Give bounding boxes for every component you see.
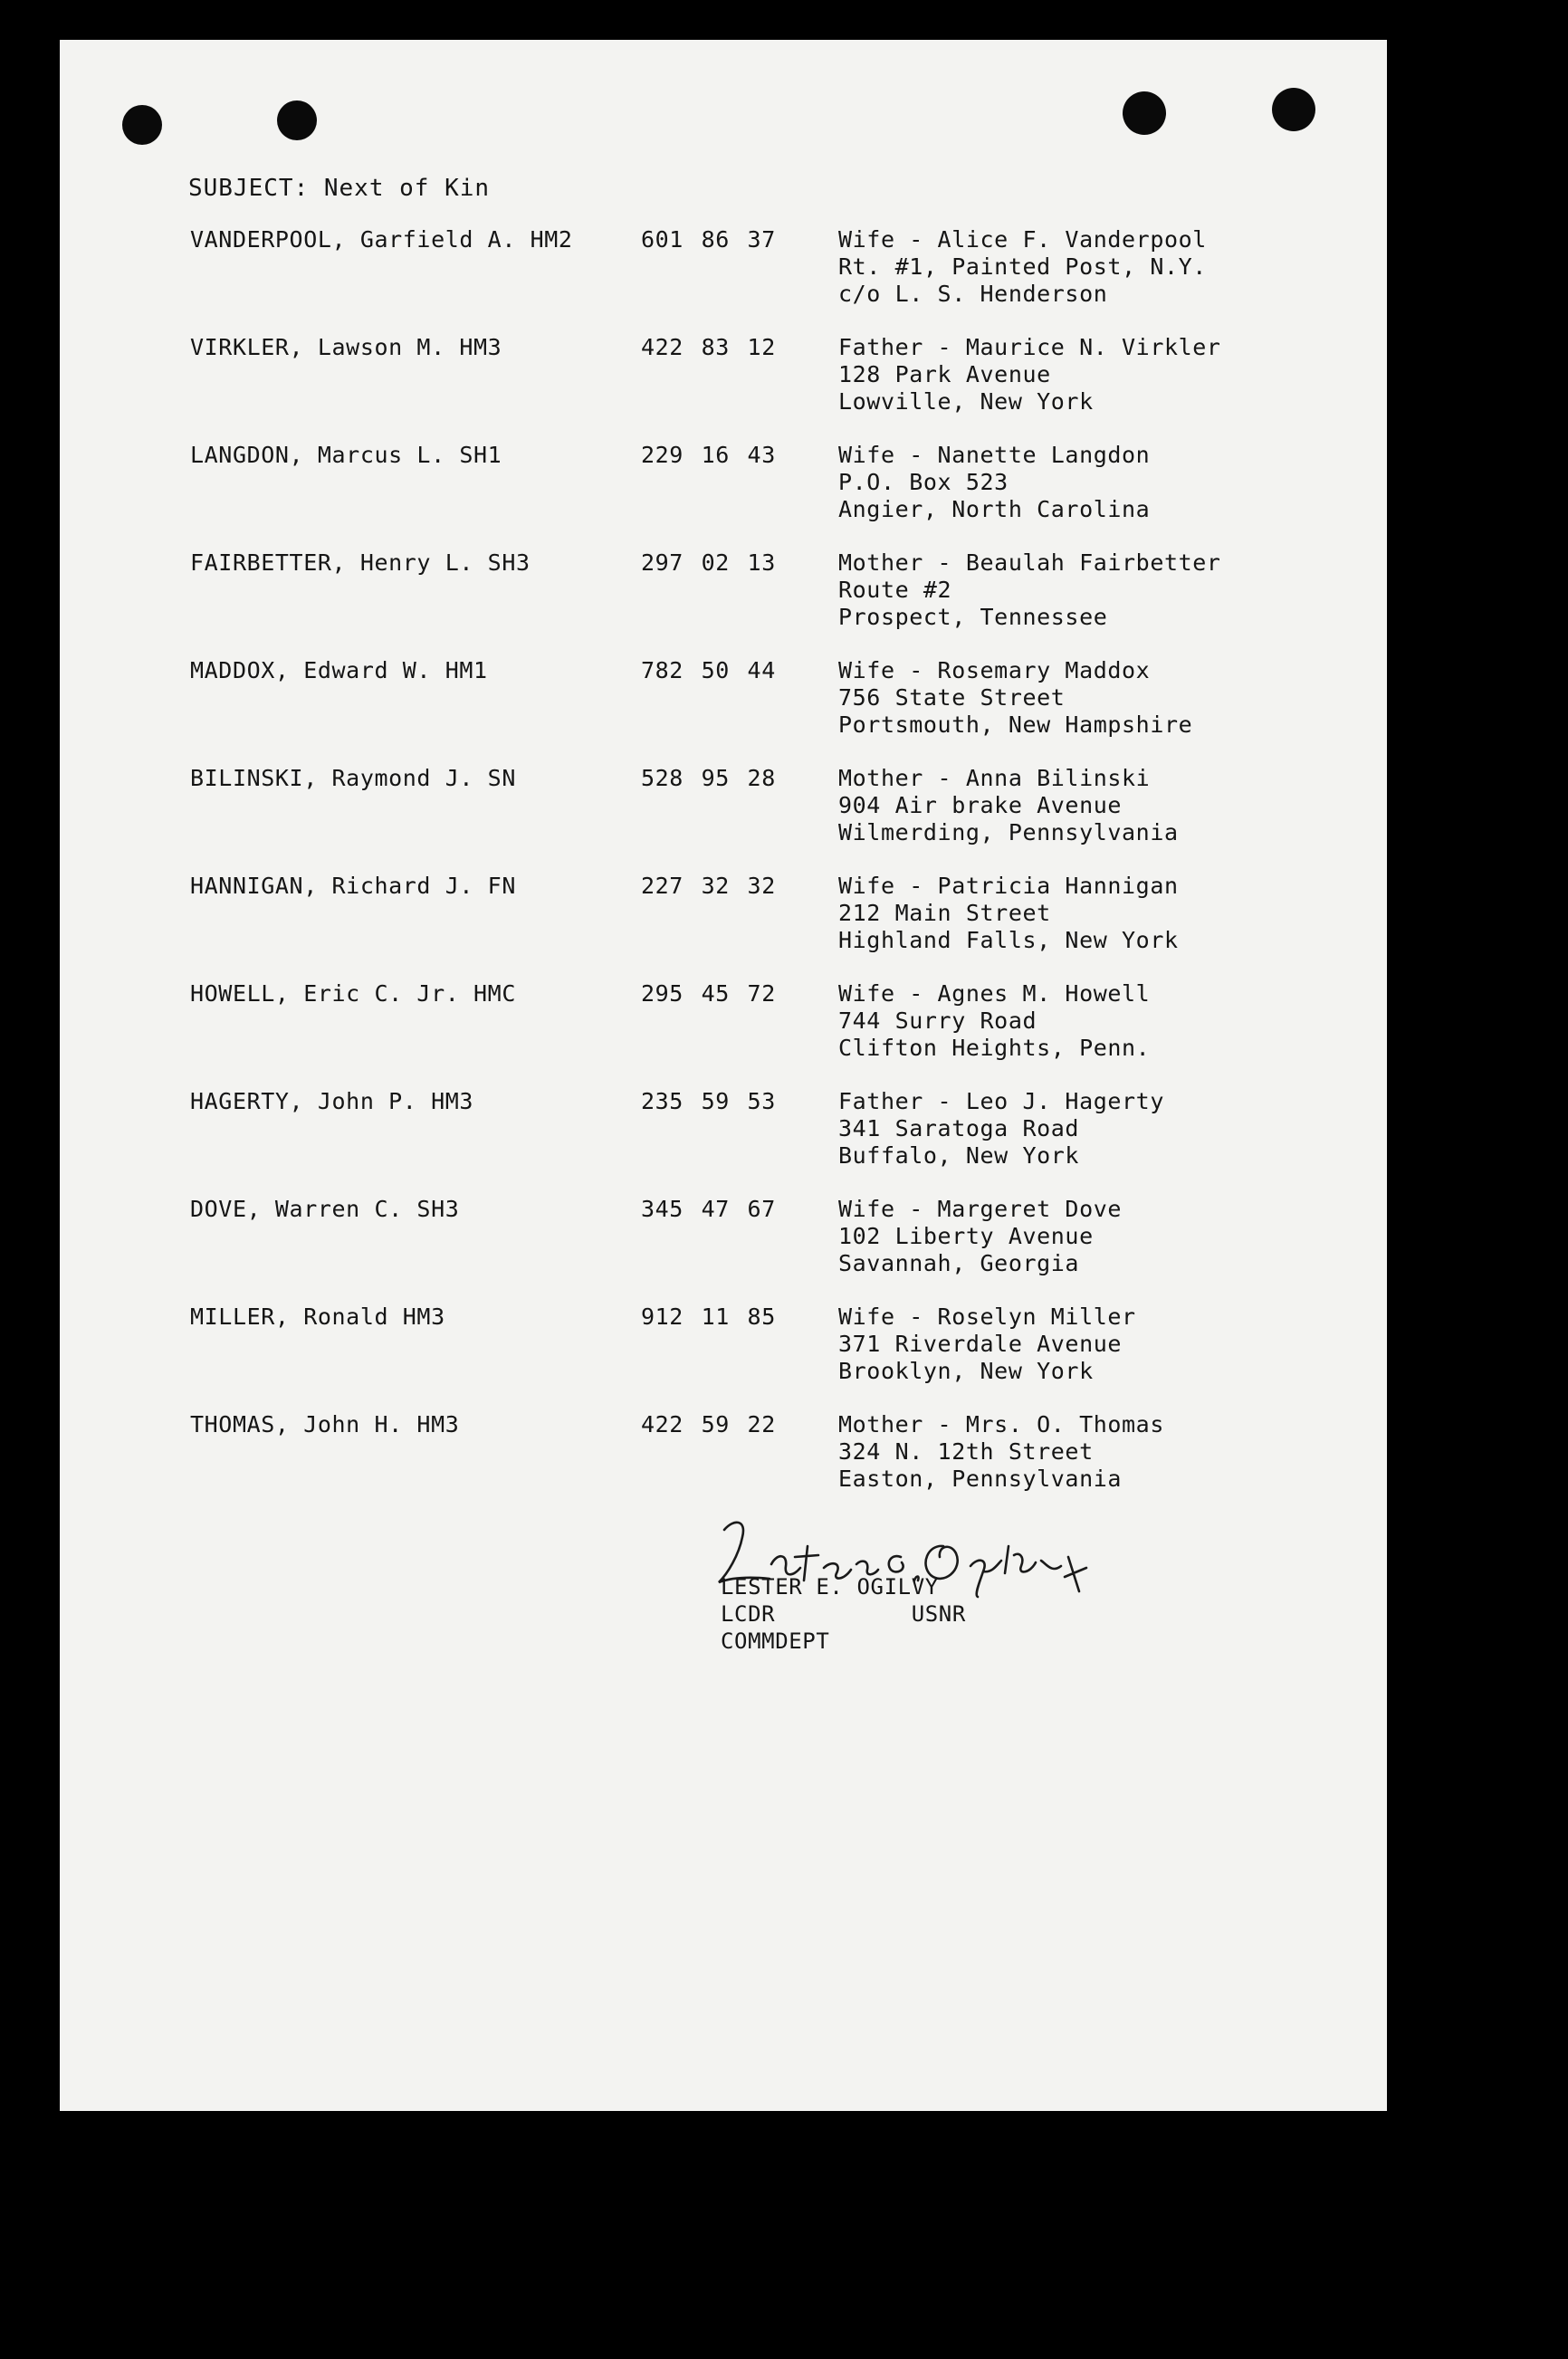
officer-department: COMMDEPT [721, 1628, 830, 1654]
sailor-name-rate: HAGERTY, John P. HM3 [190, 1088, 474, 1114]
address-line: Savannah, Georgia [838, 1250, 1080, 1276]
address-line: Highland Falls, New York [838, 927, 1179, 953]
address-line: 371 Riverdale Avenue [838, 1331, 1123, 1357]
kin-entry [0, 1196, 1568, 1295]
service-number: 227 32 32 [641, 873, 776, 899]
next-of-kin-address [838, 873, 1179, 954]
next-of-kin-address [838, 549, 1221, 631]
address-line: Father - Maurice N. Virkler [838, 334, 1221, 360]
sailor-name-rate: FAIRBETTER, Henry L. SH3 [190, 549, 531, 576]
address-line: Route #2 [838, 577, 952, 603]
service-number: 235 59 53 [641, 1088, 776, 1114]
address-line: Mother - Anna Bilinski [838, 765, 1151, 791]
next-of-kin-address [838, 1304, 1136, 1385]
sailor-name-rate: VIRKLER, Lawson M. HM3 [190, 334, 502, 360]
kin-entry [0, 334, 1568, 434]
address-line: Father - Leo J. Hagerty [838, 1088, 1164, 1114]
sailor-name-rate: DOVE, Warren C. SH3 [190, 1196, 460, 1222]
address-line: P.O. Box 523 [838, 469, 1009, 495]
kin-entry [0, 1304, 1568, 1403]
address-line: Wife - Margeret Dove [838, 1196, 1123, 1222]
address-line: 212 Main Street [838, 900, 1051, 926]
sailor-name-rate: THOMAS, John H. HM3 [190, 1411, 460, 1437]
kin-entry [0, 226, 1568, 326]
address-line: Angier, North Carolina [838, 496, 1151, 522]
next-of-kin-address [838, 657, 1192, 739]
address-line: Wife - Alice F. Vanderpool [838, 226, 1207, 253]
address-line: Wife - Roselyn Miller [838, 1304, 1136, 1330]
address-line: c/o L. S. Henderson [838, 281, 1108, 307]
address-line: 324 N. 12th Street [838, 1438, 1094, 1465]
address-line: Buffalo, New York [838, 1142, 1080, 1169]
officer-rank: LCDR USNR [721, 1601, 966, 1627]
punch-hole [277, 100, 317, 140]
next-of-kin-address [838, 765, 1179, 846]
next-of-kin-address [838, 442, 1150, 523]
kin-entry [0, 765, 1568, 864]
next-of-kin-address [838, 226, 1207, 308]
service-number: 345 47 67 [641, 1196, 776, 1222]
address-line: 756 State Street [838, 684, 1066, 711]
address-line: Easton, Pennsylvania [838, 1466, 1123, 1492]
service-number: 295 45 72 [641, 980, 776, 1007]
address-line: Rt. #1, Painted Post, N.Y. [838, 253, 1207, 280]
address-line: Clifton Heights, Penn. [838, 1035, 1151, 1061]
kin-entry [0, 1411, 1568, 1511]
next-of-kin-address [838, 1411, 1164, 1493]
address-line: Wilmerding, Pennsylvania [838, 819, 1179, 845]
address-line: 341 Saratoga Road [838, 1115, 1080, 1141]
service-number: 528 95 28 [641, 765, 776, 791]
service-number: 422 59 22 [641, 1411, 776, 1437]
service-number: 912 11 85 [641, 1304, 776, 1330]
sailor-name-rate: VANDERPOOL, Garfield A. HM2 [190, 226, 573, 253]
address-line: Brooklyn, New York [838, 1358, 1094, 1384]
address-line: Mother - Mrs. O. Thomas [838, 1411, 1164, 1437]
address-line: 102 Liberty Avenue [838, 1223, 1094, 1249]
service-number: 782 50 44 [641, 657, 776, 683]
address-line: 128 Park Avenue [838, 361, 1051, 387]
punch-hole [1272, 88, 1315, 131]
address-line: Wife - Agnes M. Howell [838, 980, 1151, 1007]
officer-block [721, 1573, 966, 1655]
address-line: 744 Surry Road [838, 1008, 1037, 1034]
sailor-name-rate: BILINSKI, Raymond J. SN [190, 765, 516, 791]
next-of-kin-address [838, 1088, 1164, 1170]
next-of-kin-address [838, 334, 1221, 415]
kin-entry [0, 980, 1568, 1080]
sailor-name-rate: MILLER, Ronald HM3 [190, 1304, 445, 1330]
kin-entry [0, 1088, 1568, 1188]
address-line: Prospect, Tennessee [838, 604, 1108, 630]
punch-hole [1123, 91, 1166, 135]
kin-entry [0, 657, 1568, 757]
address-line: Lowville, New York [838, 388, 1094, 415]
address-line: Wife - Nanette Langdon [838, 442, 1151, 468]
address-line: Mother - Beaulah Fairbetter [838, 549, 1221, 576]
sailor-name-rate: LANGDON, Marcus L. SH1 [190, 442, 502, 468]
address-line: Wife - Patricia Hannigan [838, 873, 1179, 899]
service-number: 422 83 12 [641, 334, 776, 360]
service-number: 601 86 37 [641, 226, 776, 253]
service-number: 229 16 43 [641, 442, 776, 468]
sailor-name-rate: MADDOX, Edward W. HM1 [190, 657, 488, 683]
sailor-name-rate: HOWELL, Eric C. Jr. HMC [190, 980, 516, 1007]
kin-entry [0, 442, 1568, 541]
sailor-name-rate: HANNIGAN, Richard J. FN [190, 873, 516, 899]
kin-entry [0, 549, 1568, 649]
kin-entry [0, 873, 1568, 972]
next-of-kin-address [838, 980, 1150, 1062]
subject-line: SUBJECT: Next of Kin [188, 175, 491, 202]
address-line: Wife - Rosemary Maddox [838, 657, 1151, 683]
officer-name: LESTER E. OGILVY [721, 1574, 939, 1600]
next-of-kin-address [838, 1196, 1122, 1277]
address-line: 904 Air brake Avenue [838, 792, 1123, 818]
address-line: Portsmouth, New Hampshire [838, 712, 1193, 738]
service-number: 297 02 13 [641, 549, 776, 576]
punch-hole [122, 105, 162, 145]
